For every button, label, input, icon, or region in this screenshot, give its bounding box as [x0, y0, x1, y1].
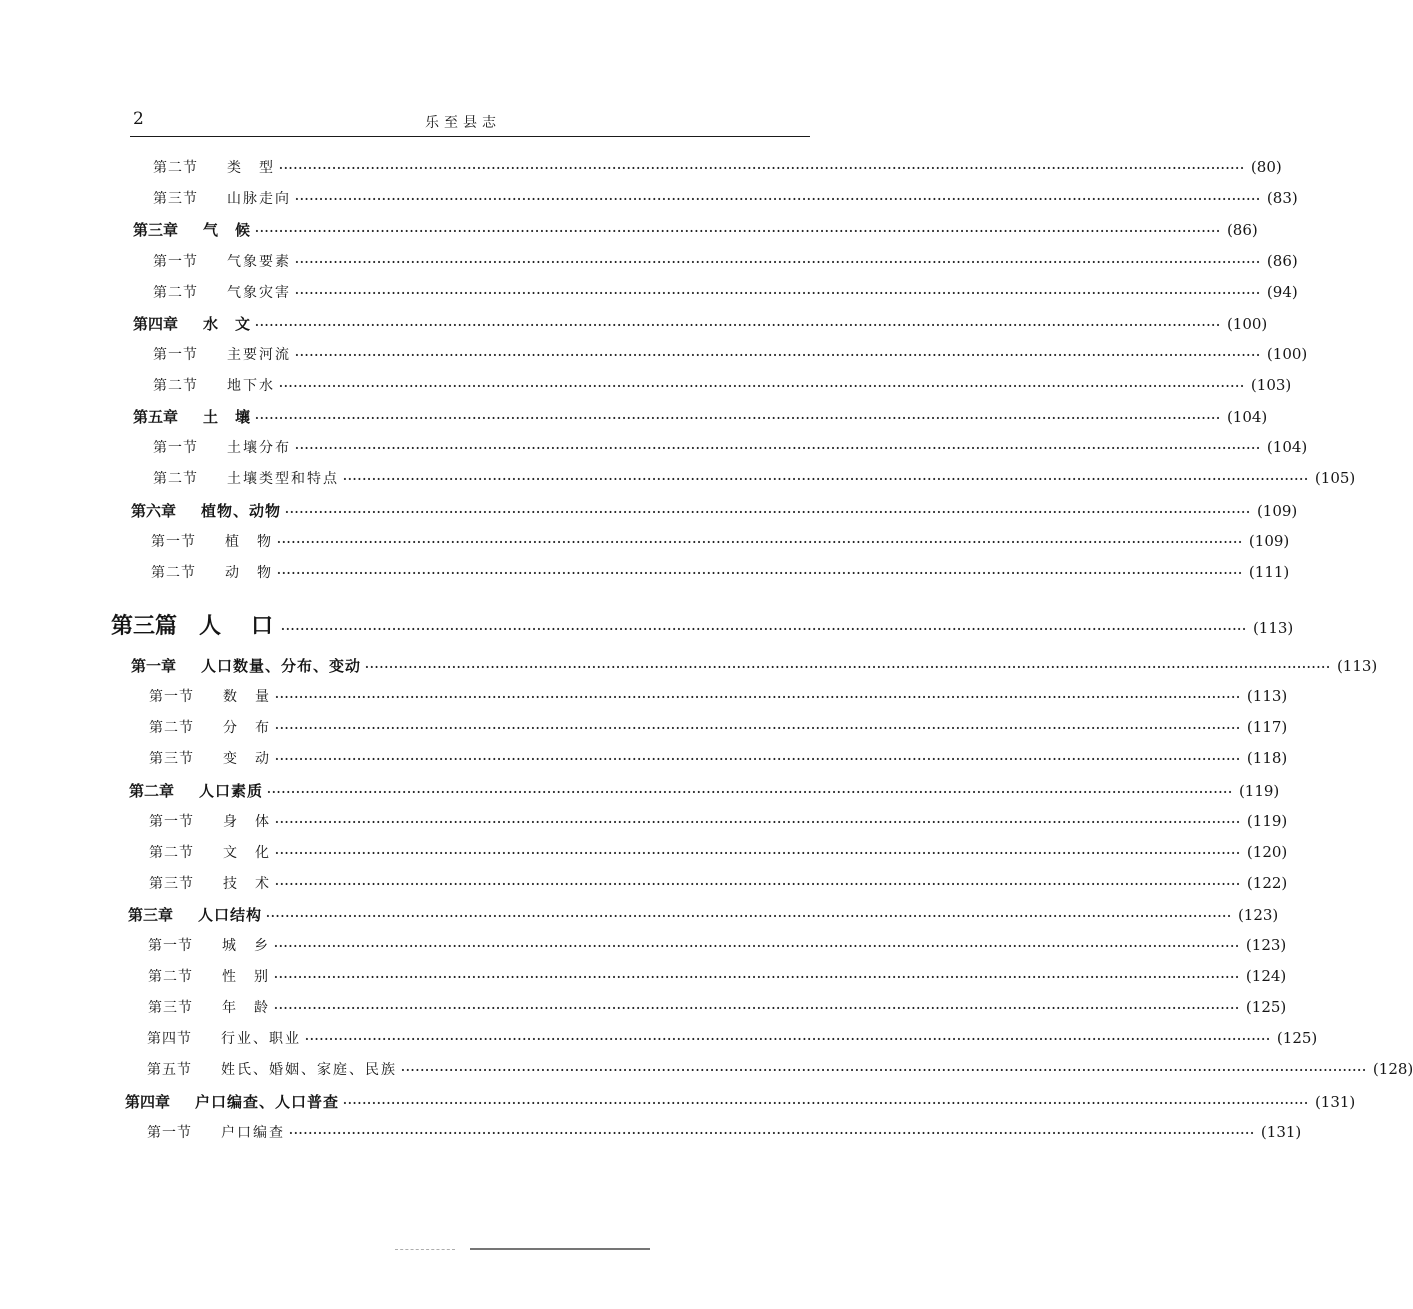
dot-leader: ········································································································································································································ [305, 1033, 1271, 1046]
toc-entry-page: (125) [1245, 998, 1287, 1016]
dot-leader: ········································································································································································································ [279, 380, 1245, 393]
toc-entry-label [147, 1122, 285, 1142]
toc-entry-number: 第二节 [148, 969, 193, 985]
toc-entry-label [133, 313, 251, 334]
toc-entry-label [129, 780, 263, 801]
toc-entry-chapter [133, 406, 1268, 428]
toc-entry-title: 城 乡 [222, 938, 270, 954]
toc-entry-page: (131) [1260, 1123, 1302, 1141]
toc-entry-section [149, 748, 1288, 770]
toc-entry-number: 第三篇 [111, 614, 178, 639]
toc-entry-number: 第四节 [147, 1031, 192, 1047]
toc-entry-label [149, 686, 271, 706]
toc-entry-page: (80) [1250, 158, 1282, 176]
toc-entry-chapter [131, 500, 1298, 522]
toc-entry-label [128, 904, 262, 925]
toc-entry-title: 数 量 [223, 689, 271, 705]
dot-leader: ········································································································································································································ [274, 971, 1240, 984]
toc-entry-title: 户口编查 [221, 1125, 285, 1141]
dot-leader: ········································································································································································································ [255, 225, 1221, 238]
toc-entry-section [147, 1059, 1413, 1081]
toc-entry-page: (94) [1266, 283, 1298, 301]
toc-entry-number: 第二节 [153, 378, 198, 394]
toc-entry-label [153, 251, 291, 271]
toc-entry-page: (124) [1245, 967, 1287, 985]
toc-entry-label [153, 375, 275, 395]
toc-entry-label [151, 562, 273, 582]
toc-entry-chapter [133, 313, 1268, 335]
toc-entry-page: (125) [1276, 1029, 1318, 1047]
dot-leader: ········································································································································································································ [295, 349, 1261, 362]
toc-entry-title: 水 文 [203, 315, 252, 333]
toc-entry-title: 人口结构 [198, 906, 263, 924]
dot-leader: ········································································································································································································ [266, 910, 1232, 923]
running-title: 乐至县志 [425, 115, 501, 131]
toc-entry-chapter [133, 219, 1258, 241]
toc-entry-title: 山脉走向 [227, 191, 291, 207]
toc-entry-label [151, 531, 273, 551]
toc-entry-label [133, 406, 251, 427]
dot-leader: ········································································································································································································ [274, 1002, 1240, 1015]
toc-entry-label [111, 609, 277, 640]
dot-leader: ········································································································································································································ [279, 162, 1245, 175]
dot-leader: ········································································································································································································ [275, 847, 1241, 860]
toc-entry-number: 第六章 [131, 502, 177, 520]
toc-entry-label [153, 468, 339, 488]
toc-entry-section [149, 717, 1288, 739]
toc-entry-label [131, 500, 281, 521]
toc-entry-section [147, 1028, 1318, 1050]
toc-entry-number: 第二节 [153, 285, 198, 301]
toc-entry-number: 第一节 [151, 534, 196, 550]
toc-entry-title: 户口编查、人口普查 [195, 1093, 340, 1111]
toc-entry-label [153, 188, 291, 208]
toc-entry-section [153, 282, 1298, 304]
toc-entry-title: 人 口 [199, 614, 278, 639]
toc-entry-label [147, 1028, 301, 1048]
toc-entry-title: 土壤分布 [227, 440, 291, 456]
toc-entry-section [153, 251, 1298, 273]
toc-entry-title: 人口数量、分布、变动 [201, 657, 362, 675]
toc-entry-number: 第三节 [149, 876, 194, 892]
toc-entry-section [147, 1122, 1302, 1144]
toc-entry-section [151, 562, 1290, 584]
toc-entry-title: 分 布 [223, 720, 271, 736]
toc-entry-page: (100) [1226, 315, 1268, 333]
toc-entry-label [148, 935, 270, 955]
toc-entry-number: 第三节 [148, 1000, 193, 1016]
toc-entry-page: (122) [1246, 874, 1288, 892]
toc-entry-page: (83) [1266, 189, 1298, 207]
dot-leader: ········································································································································································································ [289, 1127, 1255, 1140]
toc-entry-number: 第一节 [148, 938, 193, 954]
toc-entry-section [148, 935, 1287, 957]
toc-entry-page: (104) [1226, 408, 1268, 426]
toc-entry-page: (111) [1248, 563, 1290, 581]
toc-entry-label [149, 748, 271, 768]
toc-entry-page: (86) [1226, 221, 1258, 239]
toc-entry-number: 第一节 [149, 814, 194, 830]
dot-leader: ········································································································································································································ [295, 442, 1261, 455]
toc-entry-number: 第一节 [153, 347, 198, 363]
toc-entry-page: (113) [1336, 657, 1378, 675]
toc-entry-title: 植物、动物 [201, 502, 282, 520]
toc-entry-section [153, 157, 1282, 179]
toc-entry-title: 类 型 [227, 160, 275, 176]
dot-leader: ········································································································································································································ [255, 319, 1221, 332]
toc-entry-number: 第一节 [147, 1125, 192, 1141]
dot-leader: ········································································································································································································ [295, 256, 1261, 269]
toc-entry-chapter [128, 904, 1279, 926]
toc-entry-label [153, 282, 291, 302]
toc-entry-page: (105) [1314, 469, 1356, 487]
toc-entry-section [153, 344, 1308, 366]
dot-leader: ········································································································································································································ [285, 506, 1251, 519]
toc-entry-section [153, 468, 1356, 490]
toc-entry-number: 第四章 [125, 1093, 171, 1111]
toc-entry-page: (123) [1237, 906, 1279, 924]
toc-entry-label [133, 219, 251, 240]
toc-entry-label [131, 655, 361, 676]
toc-entry-page: (119) [1238, 782, 1280, 800]
toc-entry-part [111, 609, 1294, 639]
toc-entry-page: (123) [1245, 936, 1287, 954]
toc-entry-section [149, 811, 1288, 833]
toc-entry-label [153, 344, 291, 364]
toc-entry-title: 动 物 [225, 565, 273, 581]
toc-entry-title: 植 物 [225, 534, 273, 550]
dot-leader: ········································································································································································································ [295, 193, 1261, 206]
toc-entry-title: 气 候 [203, 221, 252, 239]
toc-entry-chapter [129, 780, 1280, 802]
dot-leader: ········································································································································································································ [401, 1064, 1367, 1077]
toc-entry-page: (118) [1246, 749, 1288, 767]
toc-entry-page: (120) [1246, 843, 1288, 861]
toc-entry-number: 第二节 [151, 565, 196, 581]
toc-entry-page: (103) [1250, 376, 1292, 394]
toc-entry-number: 第二章 [129, 782, 175, 800]
toc-entry-label [148, 997, 270, 1017]
toc-entry-title: 姓氏、婚姻、家庭、民族 [221, 1062, 397, 1078]
dot-leader: ········································································································································································································ [277, 536, 1243, 549]
toc-entry-section [153, 375, 1292, 397]
toc-entry-number: 第三章 [133, 221, 179, 239]
toc-entry-title: 身 体 [223, 814, 271, 830]
toc-entry-title: 土壤类型和特点 [227, 471, 339, 487]
toc-entry-number: 第二节 [149, 720, 194, 736]
toc-entry-title: 地下水 [227, 378, 275, 394]
toc-entry-number: 第二节 [153, 471, 198, 487]
toc-entry-title: 气象灾害 [227, 285, 291, 301]
toc-entry-chapter [131, 655, 1378, 677]
toc-entry-number: 第一节 [153, 440, 198, 456]
toc-entry-label [153, 437, 291, 457]
toc-entry-page: (109) [1248, 532, 1290, 550]
toc-entry-title: 年 龄 [222, 1000, 270, 1016]
toc-entry-section [148, 997, 1287, 1019]
toc-entry-label [153, 157, 275, 177]
toc-entry-section [153, 437, 1308, 459]
toc-entry-number: 第一章 [131, 657, 177, 675]
toc-entry-section [149, 873, 1288, 895]
scan-smudge [395, 1249, 455, 1250]
toc-entry-number: 第三章 [128, 906, 174, 924]
toc-entry-title: 技 术 [223, 876, 271, 892]
toc-entry-title: 气象要素 [227, 254, 291, 270]
dot-leader: ········································································································································································································ [295, 287, 1261, 300]
dot-leader: ········································································································································································································ [365, 661, 1331, 674]
toc-entry-page: (117) [1246, 718, 1288, 736]
toc-entry-section [153, 188, 1298, 210]
toc-entry-title: 主要河流 [227, 347, 291, 363]
toc-entry-page: (104) [1266, 438, 1308, 456]
toc-entry-number: 第一节 [153, 254, 198, 270]
toc-entry-section [149, 842, 1288, 864]
page-number: 2 [133, 109, 144, 129]
dot-leader: ········································································································································································································ [275, 691, 1241, 704]
toc-entry-number: 第三节 [149, 751, 194, 767]
scan-smudge [470, 1248, 650, 1250]
toc-entry-number: 第五章 [133, 408, 179, 426]
toc-entry-number: 第二节 [149, 845, 194, 861]
toc-entry-section [151, 531, 1290, 553]
toc-entry-label [149, 717, 271, 737]
toc-entry-number: 第四章 [133, 315, 179, 333]
dot-leader: ········································································································································································································ [274, 940, 1240, 953]
toc-entry-label [149, 811, 271, 831]
toc-entry-page: (86) [1266, 252, 1298, 270]
dot-leader: ········································································································································································································ [275, 816, 1241, 829]
toc-entry-page: (128) [1372, 1060, 1413, 1078]
dot-leader: ········································································································································································································ [343, 473, 1309, 486]
toc-entry-section [148, 966, 1287, 988]
dot-leader: ········································································································································································································ [277, 567, 1243, 580]
toc-entry-title: 文 化 [223, 845, 271, 861]
toc-entry-label [148, 966, 270, 986]
toc-entry-title: 性 别 [222, 969, 270, 985]
dot-leader: ········································································································································································································ [275, 878, 1241, 891]
toc-entry-number: 第一节 [149, 689, 194, 705]
toc-entry-chapter [125, 1091, 1356, 1113]
toc-entry-label [149, 842, 271, 862]
toc-entry-number: 第五节 [147, 1062, 192, 1078]
toc-entry-title: 土 壤 [203, 408, 252, 426]
dot-leader: ········································································································································································································ [255, 412, 1221, 425]
toc-entry-page: (119) [1246, 812, 1288, 830]
toc-entry-number: 第二节 [153, 160, 198, 176]
dot-leader: ········································································································································································································ [343, 1097, 1309, 1110]
dot-leader: ········································································································································································································ [281, 623, 1247, 636]
toc-entry-page: (113) [1252, 619, 1294, 637]
toc-entry-page: (109) [1256, 502, 1298, 520]
toc-entry-title: 行业、职业 [221, 1031, 301, 1047]
toc-entry-number: 第三节 [153, 191, 198, 207]
toc-entry-section [149, 686, 1288, 708]
toc-entry-title: 变 动 [223, 751, 271, 767]
toc-entry-page: (131) [1314, 1093, 1356, 1111]
dot-leader: ········································································································································································································ [267, 786, 1233, 799]
dot-leader: ········································································································································································································ [275, 753, 1241, 766]
toc-entry-label [125, 1091, 339, 1112]
dot-leader: ········································································································································································································ [275, 722, 1241, 735]
toc-entry-page: (113) [1246, 687, 1288, 705]
toc-entry-page: (100) [1266, 345, 1308, 363]
toc-entry-title: 人口素质 [199, 782, 264, 800]
toc-entry-label [147, 1059, 397, 1079]
toc-entry-label [149, 873, 271, 893]
